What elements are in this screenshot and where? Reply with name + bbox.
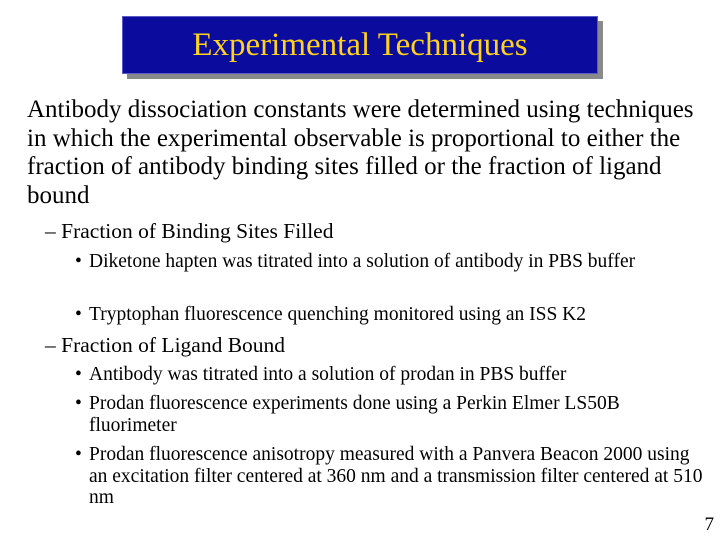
bullet-text: Diketone hapten was titrated into a solution of antibody in PBS buffer — [89, 251, 636, 272]
intro-paragraph: Antibody dissociation constants were determined using techniques in which the experimental observable is proportional to either the fraction of antibody binding sites filled or the fraction of ligand bound — [27, 96, 694, 209]
bullet-glyph: • — [75, 251, 82, 272]
bullet-tryptophan-quenching — [75, 304, 705, 326]
slide-title: Experimental Techniques — [192, 26, 528, 63]
bullet-text: Prodan fluorescence anisotropy measured with a Panvera Beacon 2000 using an excitation filter centered at 360 nm and a transmission filter centered at 510 nm — [89, 444, 703, 508]
bullet-glyph: • — [75, 304, 82, 325]
page-number: 7 — [704, 514, 714, 535]
title-banner — [122, 16, 598, 74]
bullet-prodan-fluorescence — [75, 393, 705, 436]
bullet-prodan-titration — [75, 364, 705, 386]
bullet-text: Tryptophan fluorescence quenching monitored using an ISS K2 — [89, 304, 586, 325]
bullet-glyph: • — [75, 364, 82, 385]
bullet-diketone-titration — [75, 251, 705, 273]
section-heading-binding-sites: – Fraction of Binding Sites Filled — [45, 219, 334, 243]
bullet-glyph: • — [75, 393, 82, 414]
bullet-text: Antibody was titrated into a solution of prodan in PBS buffer — [89, 364, 567, 385]
bullet-prodan-anisotropy — [75, 444, 705, 509]
bullet-text: Prodan fluorescence experiments done using a Perkin Elmer LS50B fluorimeter — [89, 393, 620, 436]
bullet-glyph: • — [75, 444, 82, 465]
section-heading-ligand-bound: – Fraction of Ligand Bound — [45, 333, 286, 357]
